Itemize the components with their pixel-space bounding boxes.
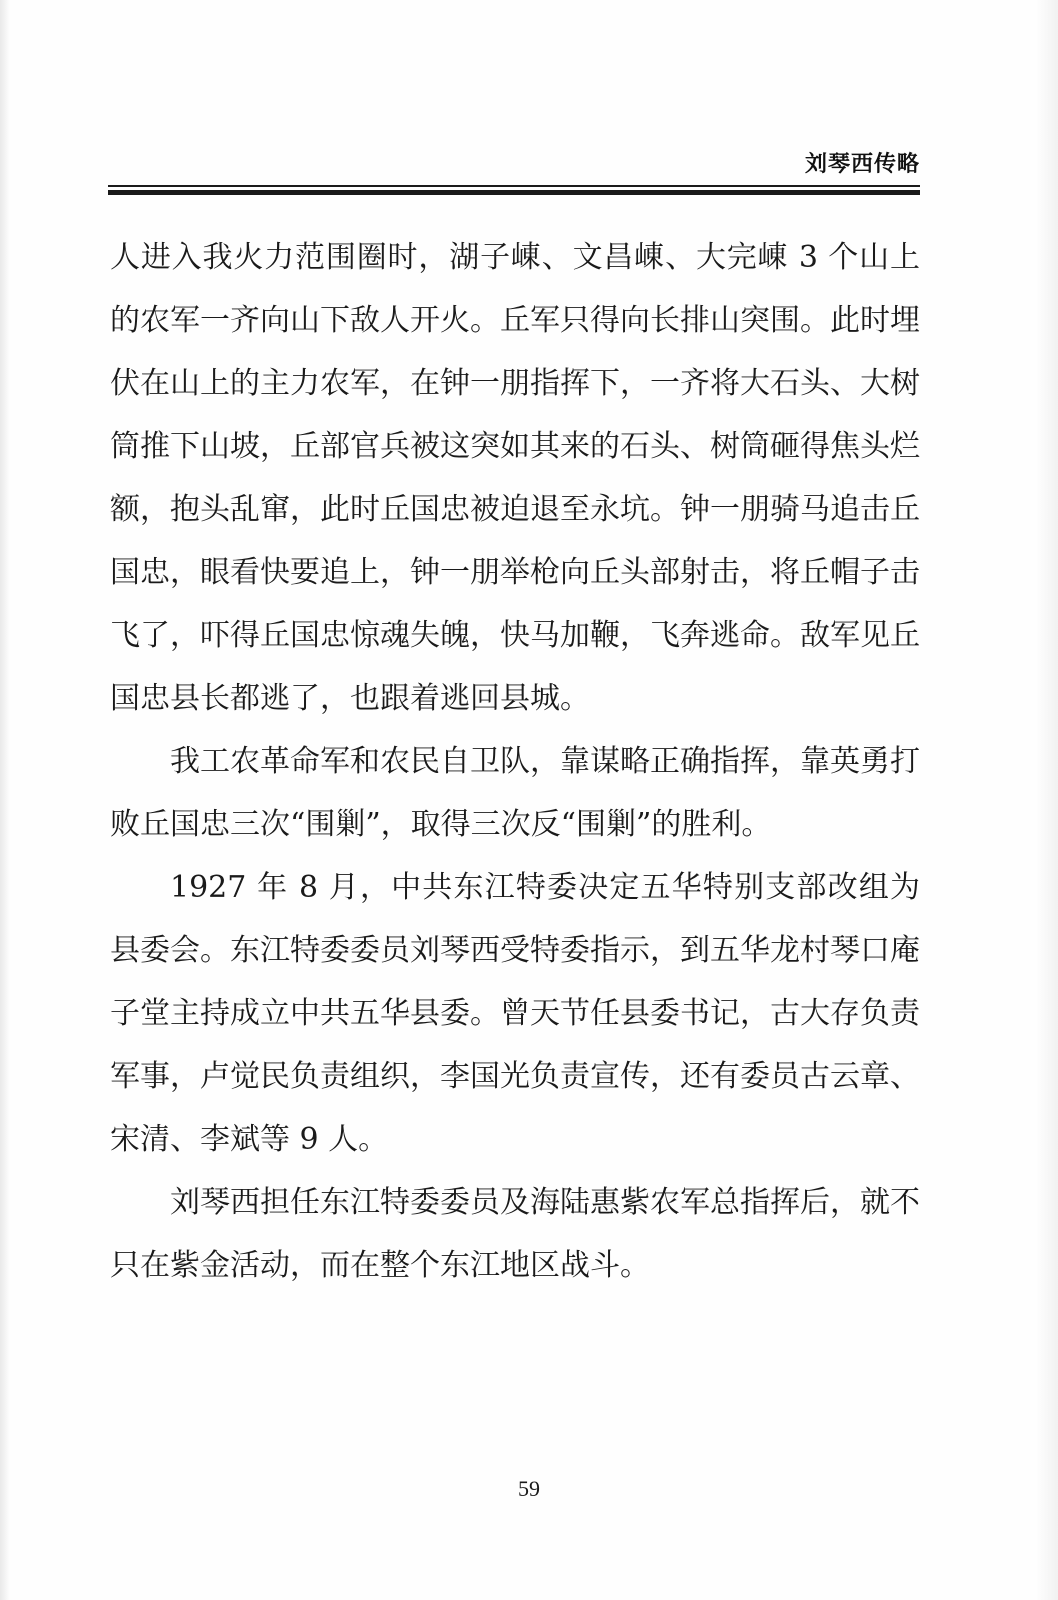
paragraph: 刘琴西担任东江特委委员及海陆惠紫农军总指挥后，就不只在紫金活动，而在整个东江地区战斗。 xyxy=(110,1185,920,1283)
page-left-shadow xyxy=(0,0,10,1600)
running-header xyxy=(108,150,920,184)
page-number: 59 xyxy=(518,1476,540,1501)
paragraph: 我工农革命军和农民自卫队，靠谋略正确指挥，靠英勇打败丘国忠三次“围剿”，取得三次反“围剿”的胜利。 xyxy=(110,744,920,842)
header-rule-thick xyxy=(108,190,920,195)
header-rule-thin xyxy=(108,185,920,187)
body-text xyxy=(110,226,920,1297)
page-right-shadow xyxy=(1036,0,1058,1600)
paragraph-continued: 人进入我火力范围圈时，湖子崠、文昌崠、大完崠 3 个山上的农军一齐向山下敌人开火。丘军只得向长排山突围。此时埋伏在山上的主力农军，在钟一朋指挥下，一齐将大石头、大树筒推下山坡，丘部官兵被这突如其来的石头、树筒砸得焦头烂额，抱头乱窜，此时丘国忠被迫退至永坑。钟一朋骑马追击丘国忠，眼看快要追上，钟一朋举枪向丘头部射击，将丘帽子击飞了，吓得丘国忠惊魂失魄，快马加鞭，飞奔逃命。敌军见丘国忠县长都逃了，也跟着逃回县城。 xyxy=(110,240,920,716)
paragraph: 1927 年 8 月，中共东江特委决定五华特别支部改组为县委会。东江特委委员刘琴西受特委指示，到五华龙村琴口庵子堂主持成立中共五华县委。曾天节任县委书记，古大存负责军事，卢觉民负责组织，李国光负责宣传，还有委员古云章、宋清、李斌等 9 人。 xyxy=(110,870,920,1157)
running-title: 刘琴西传略 xyxy=(804,152,920,177)
